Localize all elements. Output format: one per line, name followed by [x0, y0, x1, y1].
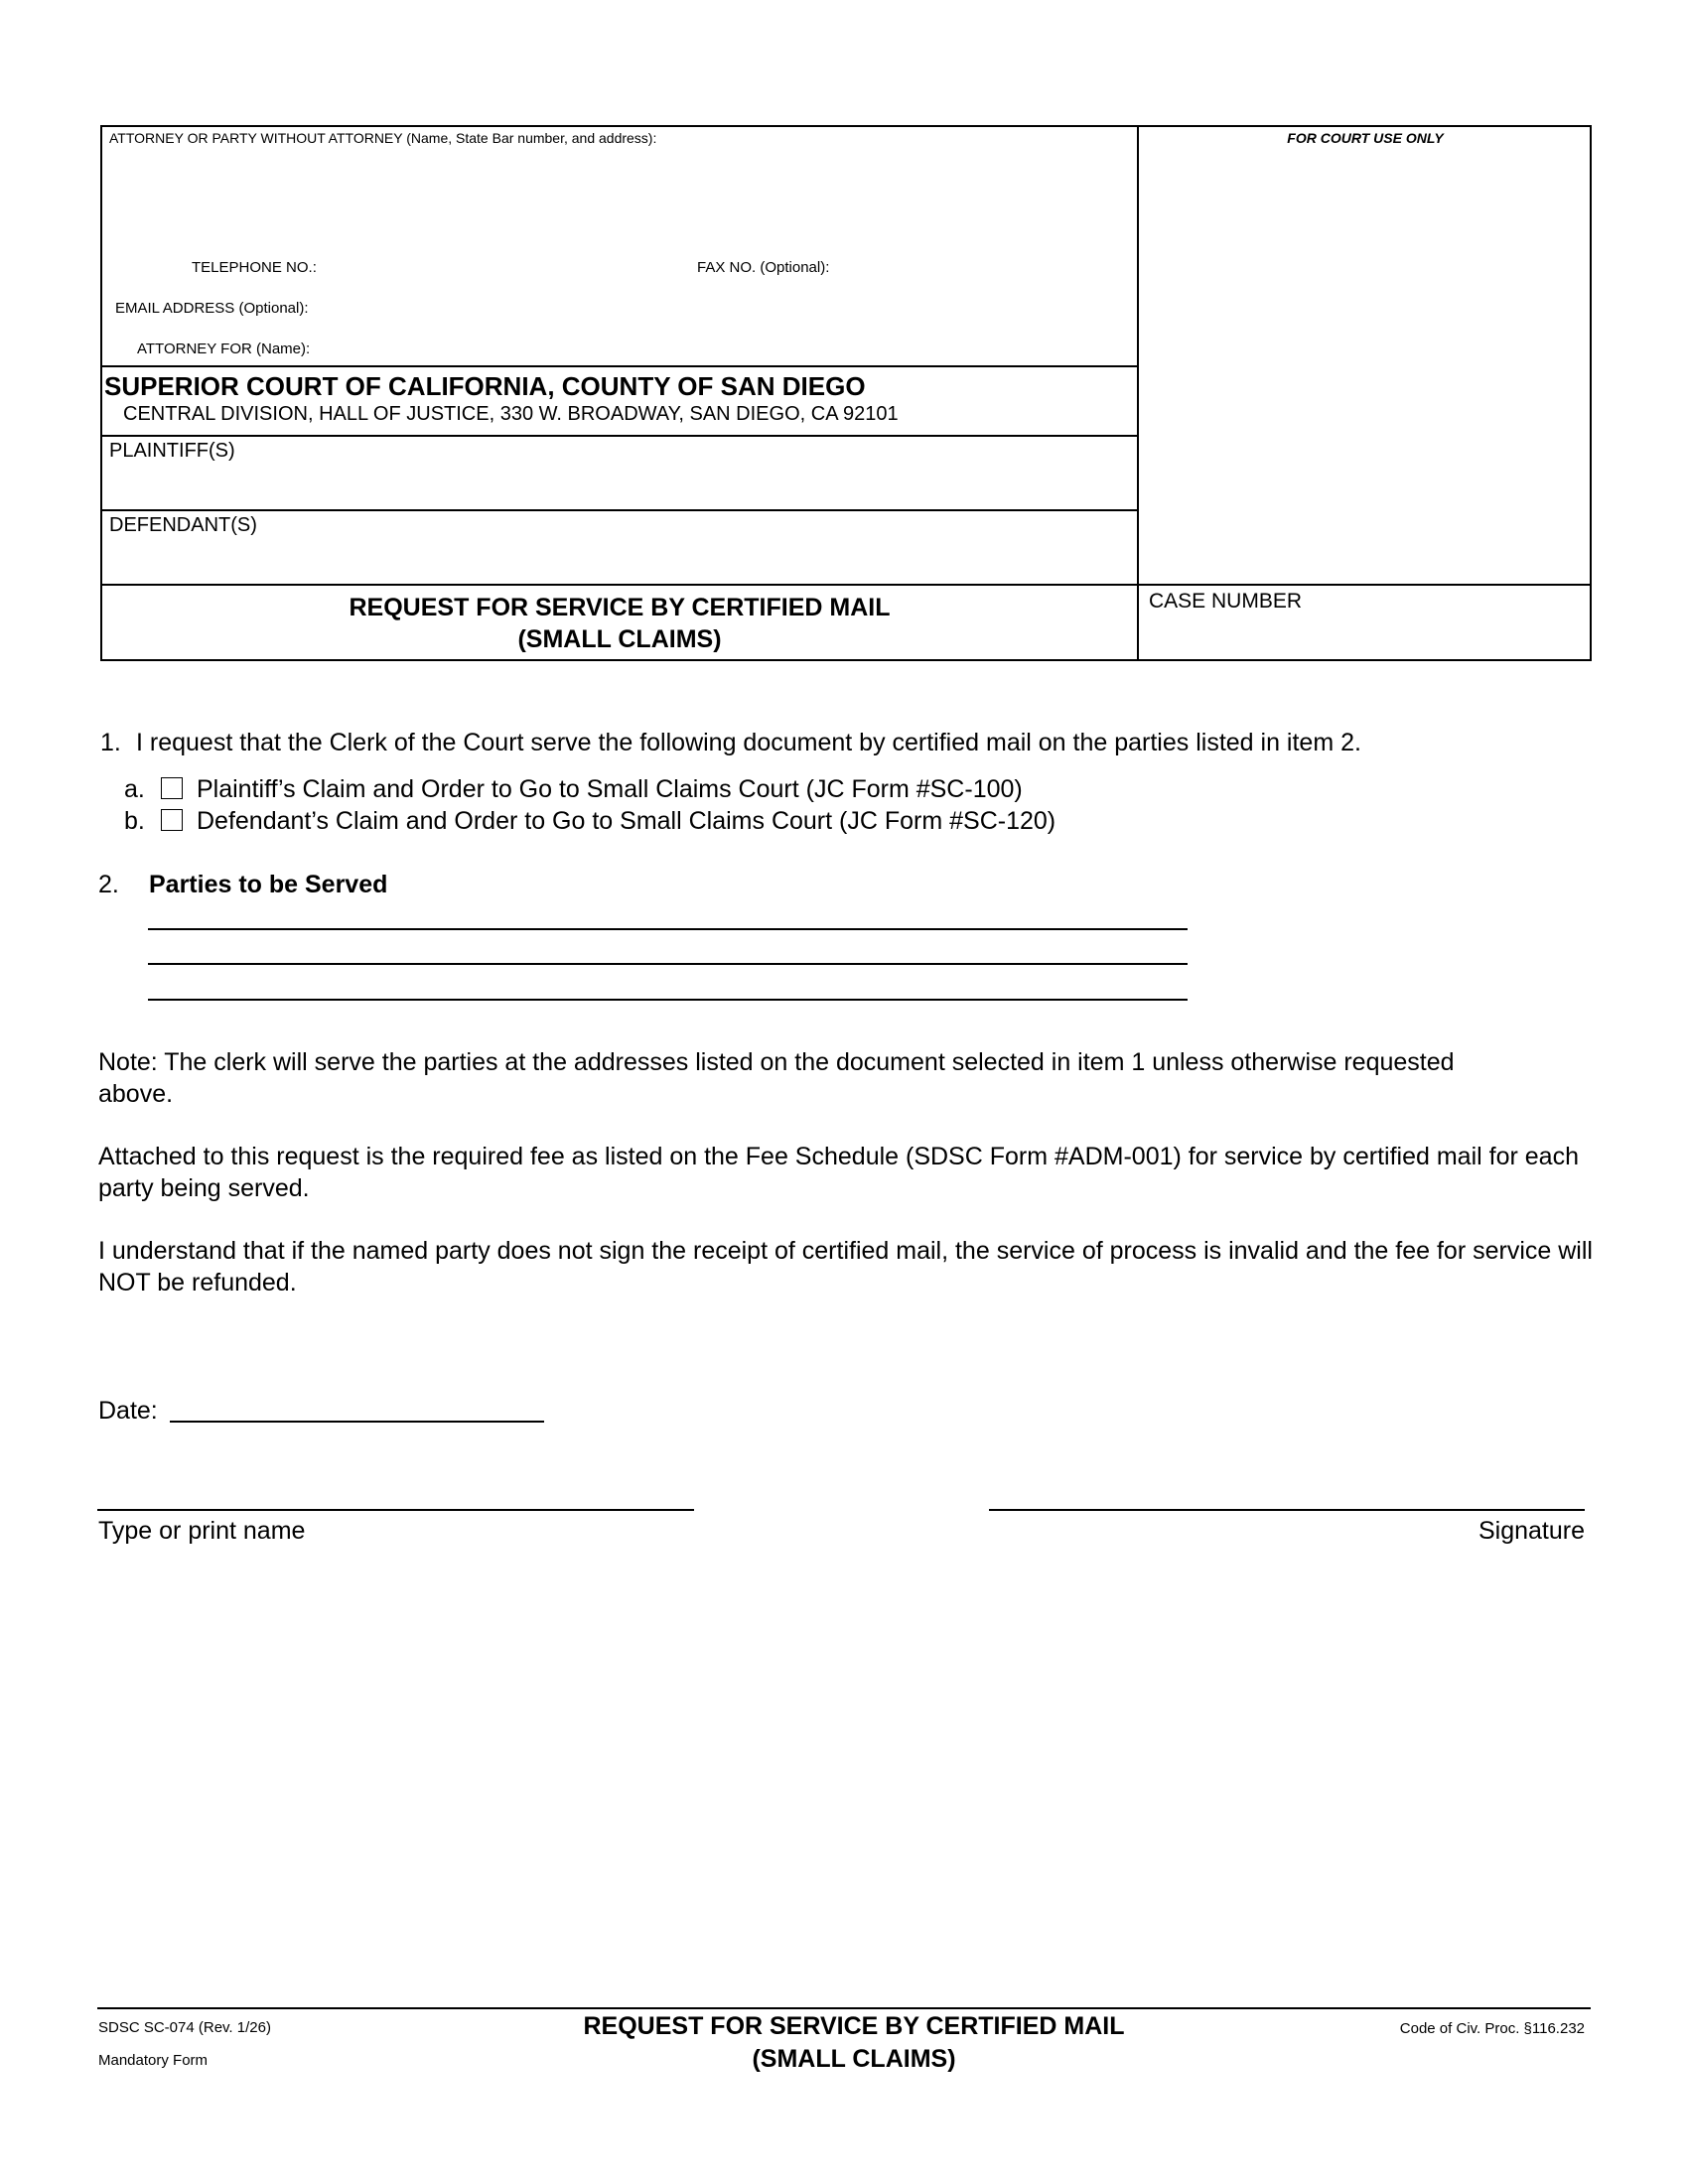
email-label: EMAIL ADDRESS (Optional):: [115, 300, 309, 317]
note-paragraph: Note: The clerk will serve the parties at the addresses listed on the document selected in item 1 unless otherwise requested above.: [98, 1048, 1455, 1108]
option-b-checkbox[interactable]: [161, 809, 183, 831]
form-title-line2: (SMALL CLAIMS): [517, 625, 722, 653]
court-address: CENTRAL DIVISION, HALL OF JUSTICE, 330 W. BROADWAY, SAN DIEGO, CA 92101: [123, 403, 899, 425]
item1-number: 1.: [100, 729, 121, 756]
footer-form-id: SDSC SC-074 (Rev. 1/26): [98, 2019, 271, 2036]
party-line-2[interactable]: [148, 963, 1188, 965]
attorney-for-label: ATTORNEY FOR (Name):: [137, 341, 311, 357]
date-line[interactable]: [170, 1421, 544, 1423]
fee-paragraph: Attached to this request is the required fee as listed on the Fee Schedule (SDSC Form #ADM-001) for service by certified mail for each party being served.: [98, 1143, 1579, 1202]
party-line-3[interactable]: [148, 999, 1188, 1001]
date-label: Date:: [98, 1397, 158, 1425]
name-label: Type or print name: [98, 1517, 306, 1545]
footer-title-line1: REQUEST FOR SERVICE BY CERTIFIED MAIL: [583, 2012, 1125, 2040]
option-a-letter: a.: [124, 775, 145, 803]
signature-line[interactable]: [989, 1509, 1585, 1511]
caption-divider-defendant: [100, 509, 1139, 511]
understand-paragraph: I understand that if the named party does not sign the receipt of certified mail, the service of process is invalid and the fee for service will NOT be refunded.: [98, 1237, 1593, 1297]
party-line-1[interactable]: [148, 928, 1188, 930]
option-b-label: Defendant’s Claim and Order to Go to Small Claims Court (JC Form #SC-120): [197, 807, 1056, 835]
name-line[interactable]: [97, 1509, 694, 1511]
caption-divider-vertical: [1137, 125, 1139, 661]
footer-title-line2: (SMALL CLAIMS): [752, 2045, 956, 2073]
caption-divider-court: [100, 365, 1139, 367]
option-a-label: Plaintiff’s Claim and Order to Go to Small Claims Court (JC Form #SC-100): [197, 775, 1023, 803]
item2-heading: Parties to be Served: [149, 871, 388, 898]
court-name: SUPERIOR COURT OF CALIFORNIA, COUNTY OF SAN DIEGO: [104, 371, 866, 401]
footer-rule: [97, 2007, 1591, 2009]
footer-mandatory: Mandatory Form: [98, 2052, 209, 2069]
case-number-label: CASE NUMBER: [1149, 590, 1303, 613]
plaintiff-label: PLAINTIFF(S): [109, 440, 235, 462]
form-title-line1: REQUEST FOR SERVICE BY CERTIFIED MAIL: [349, 594, 891, 621]
court-use-label: FOR COURT USE ONLY: [1287, 130, 1444, 146]
defendant-label: DEFENDANT(S): [109, 514, 257, 536]
signature-label: Signature: [1477, 1517, 1585, 1545]
telephone-label: TELEPHONE NO.:: [192, 259, 317, 276]
footer-code: Code of Civ. Proc. §116.232: [1399, 2020, 1585, 2037]
option-a-checkbox[interactable]: [161, 777, 183, 799]
item2-number: 2.: [98, 871, 119, 898]
attorney-label: ATTORNEY OR PARTY WITHOUT ATTORNEY (Name, State Bar number, and address):: [109, 130, 657, 146]
fax-label: FAX NO. (Optional):: [697, 259, 830, 276]
caption-divider-title: [100, 584, 1592, 586]
option-b-letter: b.: [124, 807, 145, 835]
item1-text: I request that the Clerk of the Court serve the following document by certified mail on the parties listed in item 2.: [136, 729, 1361, 756]
caption-divider-plaintiff: [100, 435, 1139, 437]
